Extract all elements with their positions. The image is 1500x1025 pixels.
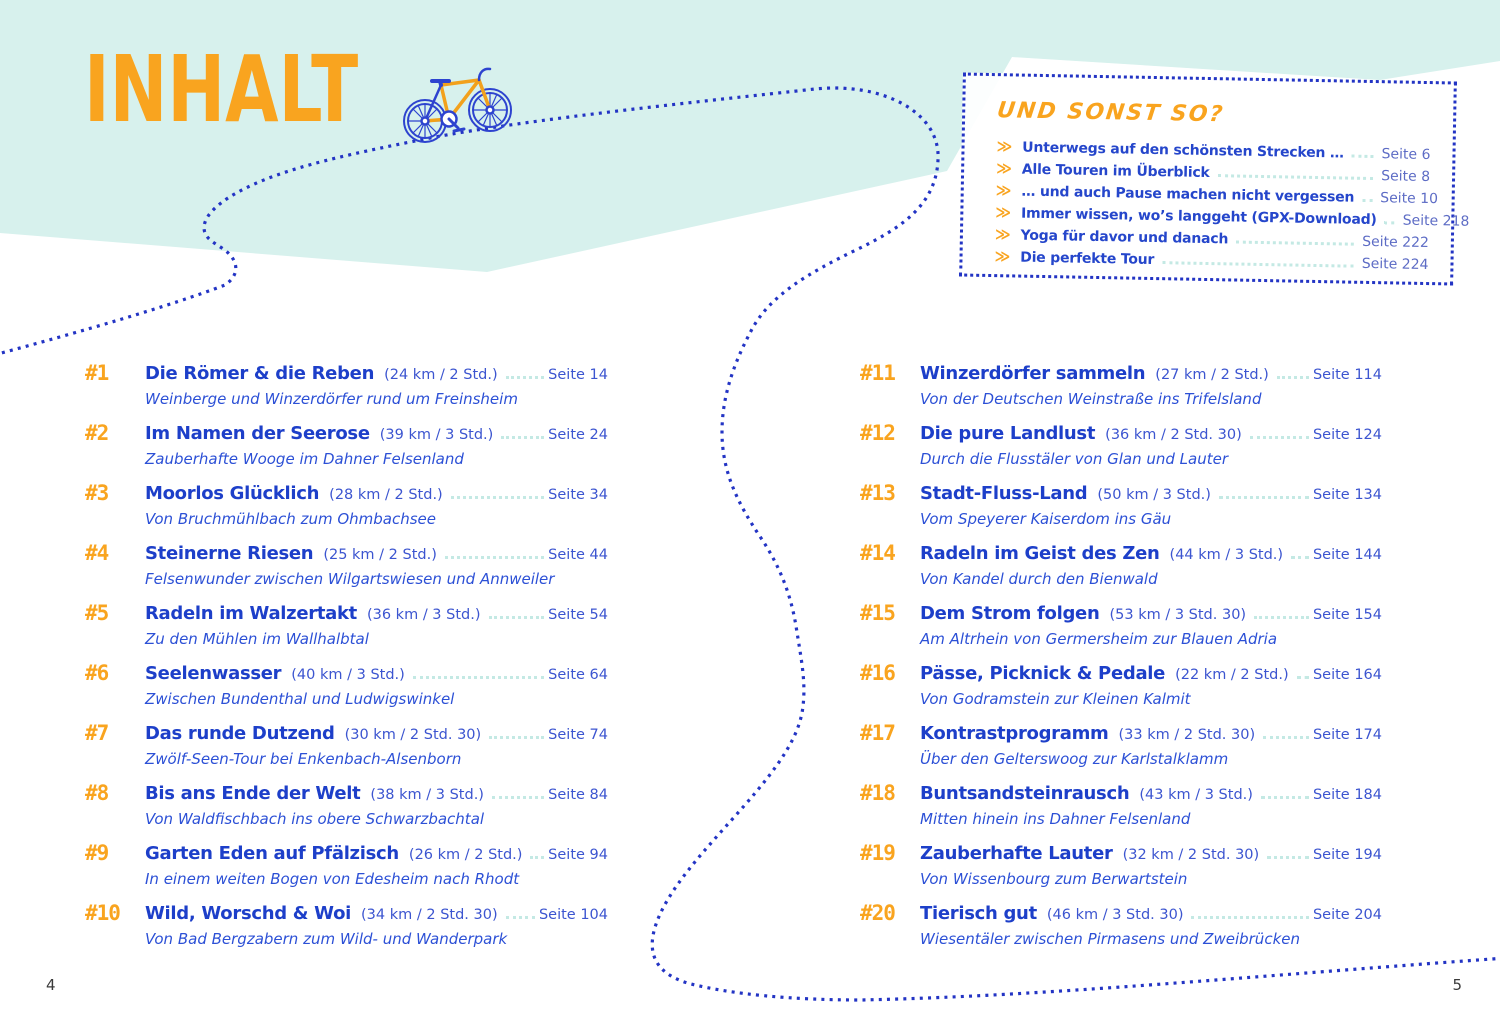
tour-entry xyxy=(85,481,608,541)
tour-distance: (27 km / 2 Std.) xyxy=(1155,367,1269,383)
tour-number: #12 xyxy=(860,421,895,445)
tour-subtitle: Von Bruchmühlbach zum Ohmbachsee xyxy=(145,510,437,528)
tour-number: #20 xyxy=(860,901,895,925)
tour-subtitle: Zauberhafte Wooge im Dahner Felsenland xyxy=(145,450,464,468)
dotted-leader xyxy=(1267,856,1309,859)
tour-page: Seite 34 xyxy=(548,487,608,503)
tour-page: Seite 154 xyxy=(1312,607,1382,623)
tour-subtitle: Zwischen Bundenthal und Ludwigswinkel xyxy=(145,690,455,708)
tour-page: Seite 184 xyxy=(1312,787,1382,803)
tour-entry xyxy=(860,661,1382,721)
dotted-leader xyxy=(506,376,545,379)
dotted-leader xyxy=(489,616,545,619)
tour-subtitle: Mitten hinein ins Dahner Felsenland xyxy=(920,810,1191,828)
dotted-leader xyxy=(1236,241,1354,246)
tour-title: Im Namen der Seerose xyxy=(145,423,370,444)
tour-number: #15 xyxy=(860,601,895,625)
tour-title: Dem Strom folgen xyxy=(920,603,1100,624)
tour-distance: (50 km / 3 Std.) xyxy=(1097,487,1211,503)
tour-number: #17 xyxy=(860,721,895,745)
tour-entry xyxy=(85,541,608,601)
tour-subtitle: Felsenwunder zwischen Wilgartswiesen und Annweiler xyxy=(145,570,555,588)
extras-item-label: Die perfekte Tour xyxy=(1020,249,1155,269)
tour-page: Seite 114 xyxy=(1312,367,1382,383)
tour-entry xyxy=(85,661,608,721)
tour-distance: (44 km / 3 Std.) xyxy=(1169,547,1284,563)
tour-entry xyxy=(860,601,1382,661)
tour-entry xyxy=(85,361,608,421)
tour-page: Seite 64 xyxy=(548,667,608,683)
tour-distance: (36 km / 3 Std.) xyxy=(366,607,481,623)
tour-entry xyxy=(85,421,608,481)
tour-title: Radeln im Geist des Zen xyxy=(920,543,1160,564)
dotted-leader xyxy=(1219,496,1309,499)
dotted-leader xyxy=(1254,616,1309,619)
extras-box xyxy=(959,72,1470,285)
extras-item-label: … und auch Pause machen nicht vergessen xyxy=(1021,183,1355,206)
tour-subtitle: Über den Gelterswoog zur Karlstalklamm xyxy=(920,750,1229,768)
tour-distance: (53 km / 3 Std. 30) xyxy=(1109,607,1247,623)
tour-number: #19 xyxy=(860,841,895,865)
chevron-right-icon: ≫ xyxy=(995,181,1012,200)
chevron-right-icon: ≫ xyxy=(994,247,1011,266)
tour-number: #5 xyxy=(85,601,109,625)
tour-subtitle: Von Godramstein zur Kleinen Kalmit xyxy=(920,690,1191,708)
tour-subtitle: Wiesentäler zwischen Pirmasens und Zweibrücken xyxy=(920,930,1300,948)
dotted-leader xyxy=(1218,174,1374,180)
tour-title: Zauberhafte Lauter xyxy=(920,843,1113,864)
tour-number: #6 xyxy=(85,661,109,685)
tour-entry xyxy=(860,361,1382,421)
dotted-leader xyxy=(451,496,544,499)
tour-title: Kontrastprogramm xyxy=(920,723,1109,744)
tour-entry xyxy=(85,781,608,841)
bicycle-icon xyxy=(388,56,528,148)
tour-distance: (28 km / 2 Std.) xyxy=(329,487,443,503)
dotted-leader xyxy=(506,916,535,919)
dotted-leader xyxy=(1191,916,1308,919)
tour-distance: (36 km / 2 Std. 30) xyxy=(1105,427,1242,443)
extras-item-label: Unterwegs auf den schönsten Strecken … xyxy=(1022,139,1344,162)
dotted-leader xyxy=(1277,376,1309,379)
tour-page: Seite 24 xyxy=(548,427,608,443)
tour-page: Seite 144 xyxy=(1312,547,1382,563)
tour-distance: (25 km / 2 Std.) xyxy=(323,547,437,563)
dotted-leader xyxy=(1362,199,1372,202)
tour-page: Seite 74 xyxy=(548,727,608,743)
tour-page: Seite 124 xyxy=(1312,427,1382,443)
tour-number: #18 xyxy=(860,781,895,805)
tour-page: Seite 14 xyxy=(548,367,608,383)
tour-subtitle: Zwölf-Seen-Tour bei Enkenbach-Alsenborn xyxy=(145,750,462,768)
dotted-leader xyxy=(1297,676,1309,679)
extras-heading: UND SONST SO? xyxy=(995,98,1226,128)
tour-entry xyxy=(85,841,608,901)
tour-distance: (38 km / 3 Std.) xyxy=(370,787,484,803)
tour-title: Tierisch gut xyxy=(920,903,1037,924)
tour-subtitle: Vom Speyerer Kaiserdom ins Gäu xyxy=(920,510,1172,528)
tour-title: Das runde Dutzend xyxy=(145,723,335,744)
tour-distance: (32 km / 2 Std. 30) xyxy=(1122,847,1260,863)
dotted-leader xyxy=(1385,221,1395,224)
tour-entry xyxy=(860,421,1382,481)
page-title: INHALT xyxy=(84,36,359,143)
tour-distance: (24 km / 2 Std.) xyxy=(384,367,498,383)
tour-page: Seite 44 xyxy=(548,547,608,563)
tour-number: #3 xyxy=(85,481,109,505)
tour-number: #8 xyxy=(85,781,109,805)
tour-subtitle: In einem weiten Bogen von Edesheim nach Rhodt xyxy=(145,870,520,888)
chevron-right-icon: ≫ xyxy=(994,225,1011,244)
tour-title: Radeln im Walzertakt xyxy=(145,603,357,624)
tour-entry xyxy=(860,901,1382,961)
tour-entry xyxy=(860,841,1382,901)
tour-page: Seite 204 xyxy=(1312,907,1382,923)
tour-subtitle: Weinberge und Winzerdörfer rund um Freinsheim xyxy=(145,390,518,408)
tour-page: Seite 54 xyxy=(548,607,608,623)
dotted-leader xyxy=(501,436,544,439)
chevron-right-icon: ≫ xyxy=(996,137,1013,156)
dotted-leader xyxy=(1261,796,1309,799)
dotted-leader xyxy=(1250,436,1309,439)
tour-number: #9 xyxy=(85,841,109,865)
tour-subtitle: Zu den Mühlen im Wallhalbtal xyxy=(145,630,369,648)
tour-subtitle: Von Kandel durch den Bienwald xyxy=(920,570,1158,588)
dotted-leader xyxy=(445,556,544,559)
tour-title: Die pure Landlust xyxy=(920,423,1096,444)
tour-distance: (39 km / 3 Std.) xyxy=(379,427,494,443)
tour-page: Seite 134 xyxy=(1312,487,1382,503)
tour-title: Bis ans Ende der Welt xyxy=(145,783,361,804)
extras-item-label: Yoga für davor und danach xyxy=(1020,227,1229,248)
tour-title: Die Römer & die Reben xyxy=(145,363,375,384)
tour-distance: (43 km / 3 Std.) xyxy=(1139,787,1253,803)
tour-number: #1 xyxy=(85,361,109,385)
tour-entry xyxy=(860,721,1382,781)
tour-entry xyxy=(85,601,608,661)
tour-title: Buntsandsteinrausch xyxy=(920,783,1130,804)
tour-entry xyxy=(860,541,1382,601)
tour-list-right xyxy=(860,361,1382,961)
dotted-leader xyxy=(413,676,544,679)
tour-distance: (26 km / 2 Std.) xyxy=(408,847,523,863)
tour-entry xyxy=(85,721,608,781)
dotted-leader xyxy=(489,736,544,739)
tour-number: #11 xyxy=(860,361,895,385)
tour-number: #10 xyxy=(85,901,120,925)
tour-list-left xyxy=(85,361,608,961)
tour-distance: (33 km / 2 Std. 30) xyxy=(1118,727,1256,743)
tour-distance: (46 km / 3 Std. 30) xyxy=(1046,907,1184,923)
page-number-right: 5 xyxy=(1452,976,1462,994)
tour-title: Pässe, Picknick & Pedale xyxy=(920,663,1166,684)
tour-title: Steinerne Riesen xyxy=(145,543,314,564)
dotted-leader xyxy=(492,796,544,799)
extras-item-page: Seite 8 xyxy=(1381,168,1431,186)
tour-entry xyxy=(85,901,608,961)
tour-title: Seelenwasser xyxy=(145,663,282,684)
tour-title: Wild, Worschd & Woi xyxy=(145,903,352,924)
tour-page: Seite 104 xyxy=(538,907,608,923)
tour-distance: (34 km / 2 Std. 30) xyxy=(361,907,498,923)
tour-subtitle: Am Altrhein von Germersheim zur Blauen Adria xyxy=(920,630,1278,648)
page-number-left: 4 xyxy=(46,976,56,994)
tour-page: Seite 174 xyxy=(1312,727,1382,743)
tour-number: #14 xyxy=(860,541,895,565)
extras-item-page: Seite 6 xyxy=(1381,146,1431,164)
tour-distance: (22 km / 2 Std.) xyxy=(1175,667,1289,683)
extras-item-page: Seite 224 xyxy=(1361,255,1429,274)
tour-subtitle: Von Bad Bergzabern zum Wild- und Wanderpark xyxy=(145,930,508,948)
tour-number: #7 xyxy=(85,721,109,745)
tour-title: Winzerdörfer sammeln xyxy=(920,363,1146,384)
extras-item-label: Alle Touren im Überblick xyxy=(1021,161,1210,182)
extras-item-page: Seite 10 xyxy=(1380,190,1439,208)
tour-page: Seite 84 xyxy=(548,787,608,803)
tour-page: Seite 94 xyxy=(548,847,608,863)
tour-subtitle: Von der Deutschen Weinstraße ins Trifelsland xyxy=(920,390,1262,408)
chevron-right-icon: ≫ xyxy=(995,203,1012,222)
dotted-leader xyxy=(530,856,544,859)
tour-distance: (30 km / 2 Std. 30) xyxy=(344,727,482,743)
tour-subtitle: Durch die Flusstäler von Glan und Lauter xyxy=(920,450,1228,468)
dotted-leader xyxy=(1263,736,1309,739)
tour-number: #16 xyxy=(860,661,895,685)
extras-item-label: Immer wissen, wo’s langgeht (GPX-Download) xyxy=(1020,205,1377,229)
tour-title: Stadt-Fluss-Land xyxy=(920,483,1088,504)
dotted-leader xyxy=(1291,556,1309,559)
tour-entry xyxy=(860,481,1382,541)
tour-page: Seite 164 xyxy=(1312,667,1382,683)
extras-item-page: Seite 222 xyxy=(1362,233,1430,252)
tour-page: Seite 194 xyxy=(1312,847,1382,863)
tour-number: #4 xyxy=(85,541,109,565)
tour-subtitle: Von Wissenbourg zum Berwartstein xyxy=(920,870,1188,888)
tour-title: Moorlos Glücklich xyxy=(145,483,320,504)
dotted-leader xyxy=(1162,261,1354,268)
tour-subtitle: Von Waldfischbach ins obere Schwarzbachtal xyxy=(145,810,485,828)
tour-title: Garten Eden auf Pfälzisch xyxy=(145,843,399,864)
tour-distance: (40 km / 3 Std.) xyxy=(291,667,405,683)
dotted-leader xyxy=(1352,155,1374,158)
tour-entry xyxy=(860,781,1382,841)
chevron-right-icon: ≫ xyxy=(995,159,1013,178)
tour-number: #13 xyxy=(860,481,895,505)
tour-number: #2 xyxy=(85,421,109,445)
extras-item-page: Seite 218 xyxy=(1402,212,1470,230)
